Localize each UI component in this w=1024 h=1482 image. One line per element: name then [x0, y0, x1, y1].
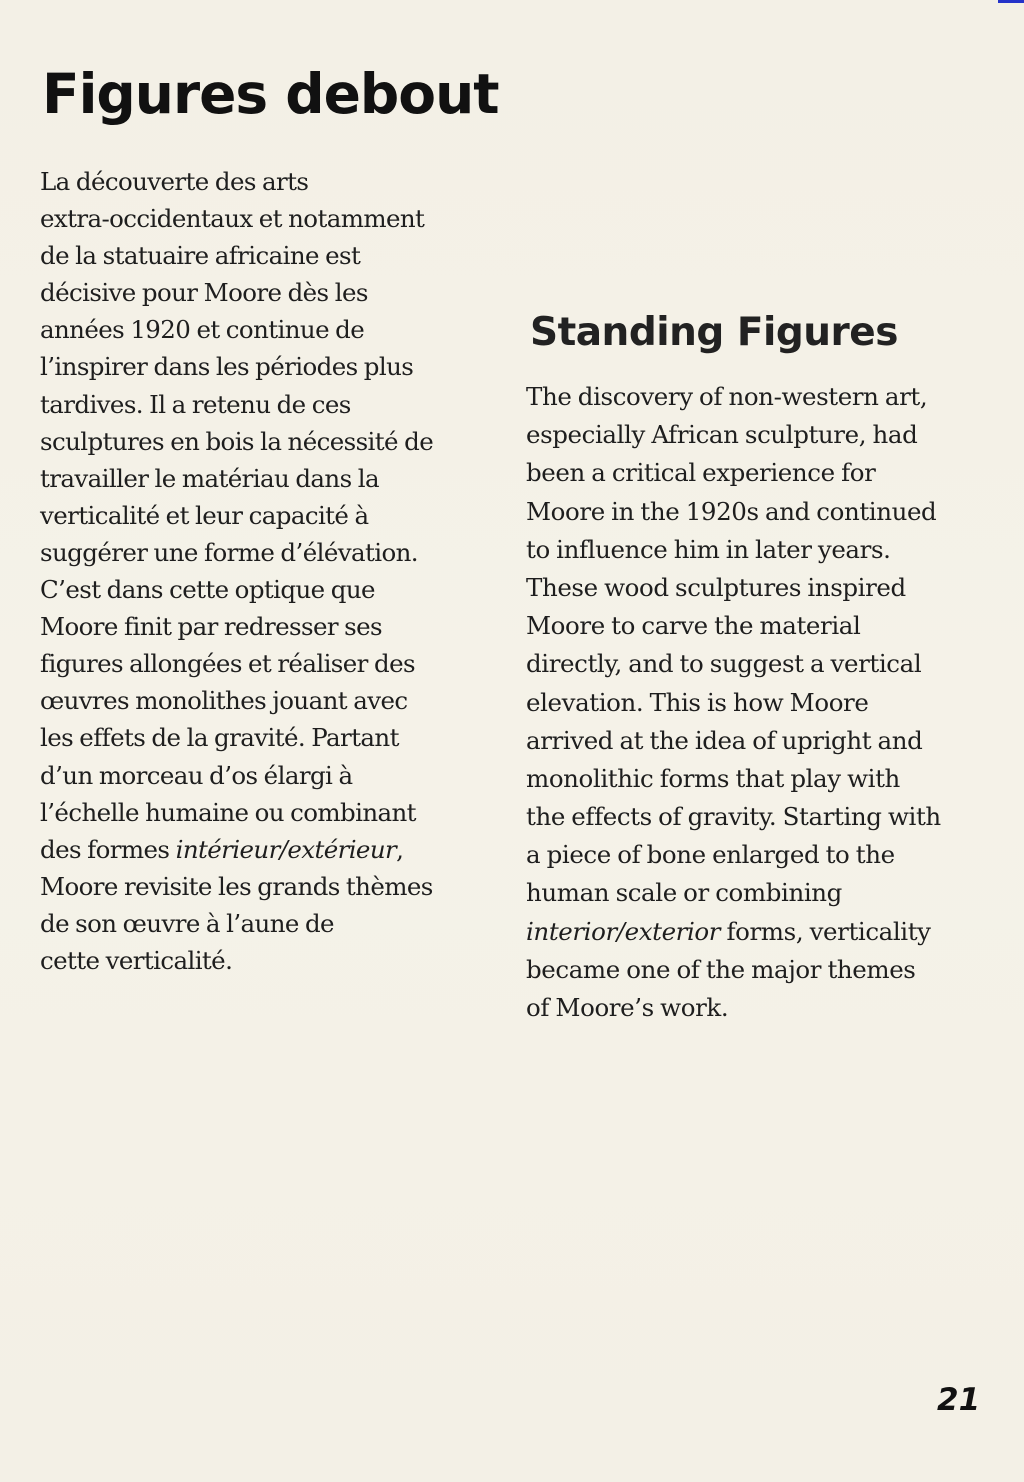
text-line: especially African sculpture, had	[526, 420, 918, 450]
text-line: d’un morceau d’os élargi à	[40, 760, 353, 790]
text-line: l’inspirer dans les périodes plus	[40, 352, 414, 382]
text-line: human scale or combining	[526, 878, 842, 908]
text-line-with-italic	[526, 913, 941, 951]
text-line: travailler le matériau dans la	[40, 463, 380, 493]
page-number: 21	[937, 1382, 981, 1418]
text-line: Moore finit par redresser ses	[40, 612, 383, 642]
english-text-column	[526, 378, 941, 1027]
text-line: les effets de la gravité. Partant	[40, 723, 399, 753]
text-line-with-italic	[40, 831, 433, 868]
text-line: C’est dans cette optique que	[40, 575, 375, 605]
text-line: verticalité et leur capacité à	[40, 500, 369, 530]
section-title-english: Standing Figures	[530, 310, 898, 355]
text-line: cette verticalité.	[40, 945, 233, 975]
text-segment: forms, verticality	[720, 916, 931, 946]
text-line: The discovery of non-western art,	[526, 382, 928, 411]
text-line: de son œuvre à l’aune de	[40, 908, 334, 938]
text-line: œuvres monolithes jouant avec	[40, 686, 408, 716]
text-line: a piece of bone enlarged to the	[526, 840, 895, 870]
italic-phrase: intérieur/extérieur	[175, 834, 397, 864]
text-line: became one of the major themes	[526, 954, 916, 984]
text-line: These wood sculptures inspired	[526, 572, 906, 602]
text-line: Moore to carve the material	[526, 611, 861, 641]
text-line: to influence him in later years.	[526, 534, 891, 564]
text-line: monolithic forms that play with	[526, 763, 900, 793]
text-line: années 1920 et continue de	[40, 315, 365, 345]
text-line: de la statuaire africaine est	[40, 241, 361, 271]
text-line: l’échelle humaine ou combinant	[40, 797, 416, 827]
page-title-french: Figures debout	[42, 62, 499, 126]
text-line: Moore revisite les grands thèmes	[40, 871, 433, 901]
text-line: the effects of gravity. Starting with	[526, 802, 941, 832]
text-line: of Moore’s work.	[526, 993, 729, 1022]
text-line: elevation. This is how Moore	[526, 687, 869, 717]
text-line: been a critical experience for	[526, 458, 876, 488]
text-line: tardives. Il a retenu de ces	[40, 389, 351, 419]
text-line: suggérer une forme d’élévation.	[40, 537, 418, 567]
text-segment: ,	[396, 834, 404, 864]
text-line: figures allongées et réaliser des	[40, 649, 415, 679]
text-line: arrived at the idea of upright and	[526, 725, 923, 755]
text-line: décisive pour Moore dès les	[40, 278, 368, 308]
text-line: Moore in the 1920s and continued	[526, 496, 937, 526]
text-segment: des formes	[40, 834, 176, 864]
text-line: directly, and to suggest a vertical	[526, 649, 922, 679]
french-text-column	[40, 163, 433, 979]
corner-color-mark	[998, 0, 1024, 3]
text-line: La découverte des arts	[40, 167, 309, 196]
text-line: sculptures en bois la nécessité de	[40, 426, 434, 456]
text-line: extra-occidentaux et notamment	[40, 204, 425, 234]
italic-phrase: interior/exterior	[526, 916, 721, 946]
